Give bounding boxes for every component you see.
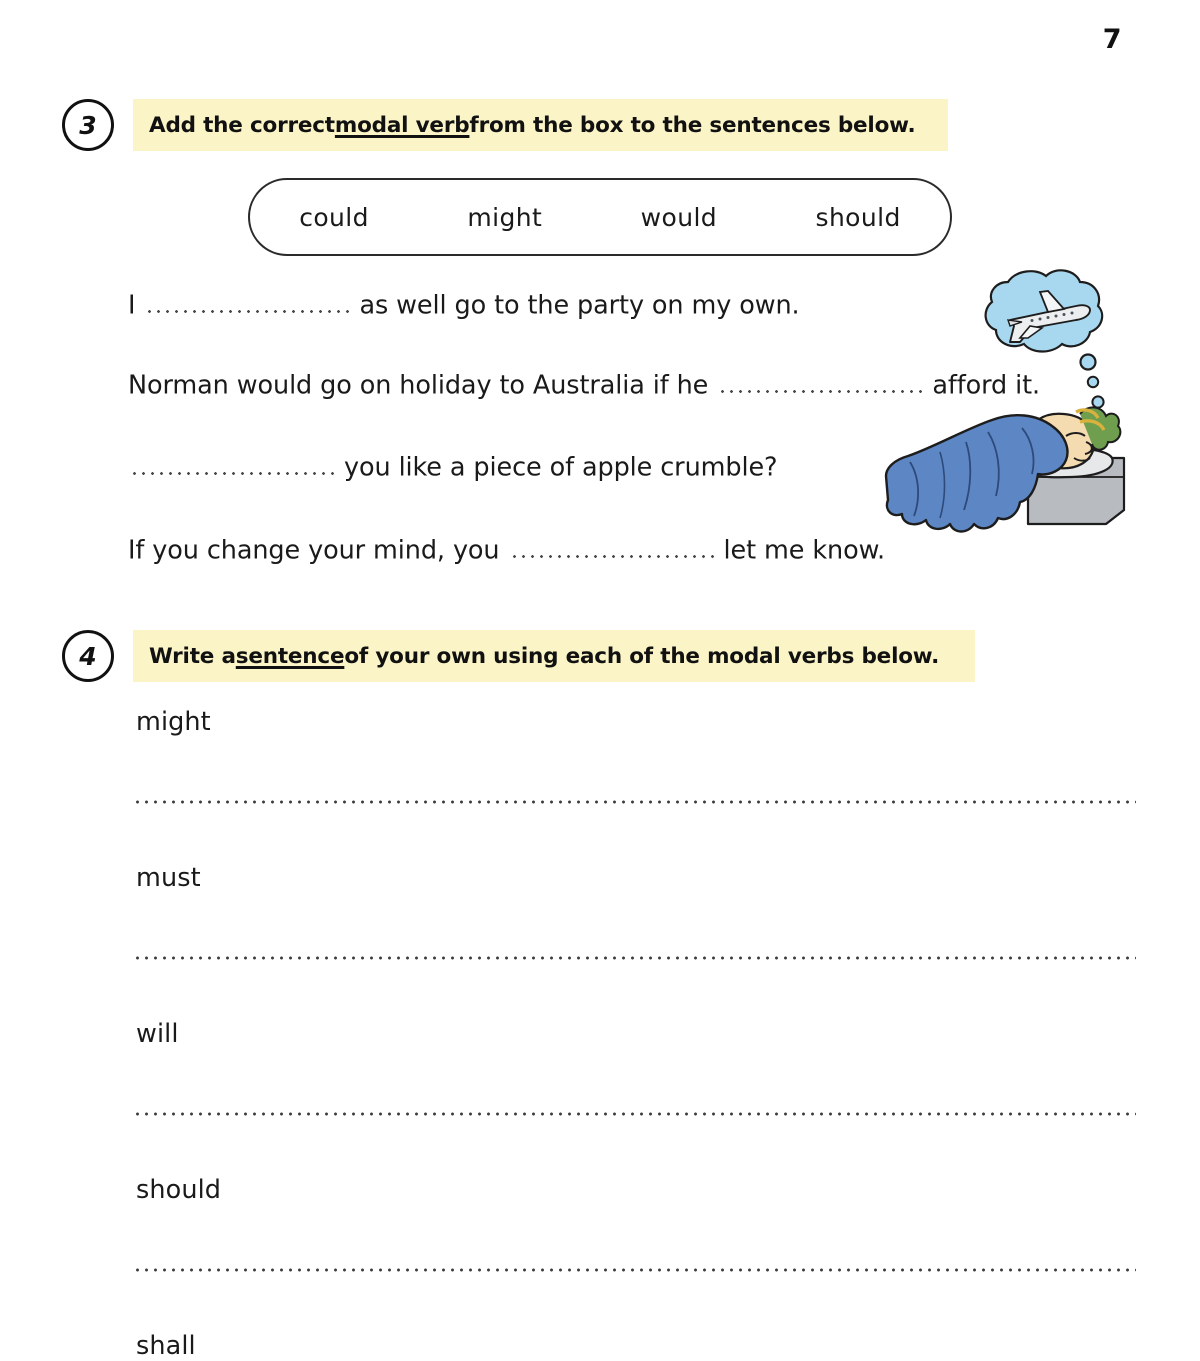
word-bank-option-might[interactable]: might <box>467 202 543 232</box>
question-4-prompt-text-after: of your own using each of the modal verbs below. <box>344 643 940 669</box>
sentence-2-text-after: afford it. <box>932 370 1041 401</box>
verb-label-shall: shall <box>136 1331 196 1361</box>
sentence-4-text-before: If you change your mind, you <box>128 535 500 566</box>
word-bank-option-would[interactable]: would <box>640 202 718 232</box>
question-4-prompt-text-before: Write a <box>149 643 236 669</box>
verb-label-must: must <box>136 863 201 893</box>
question-number-4: 4 <box>62 630 114 682</box>
answer-line-should[interactable] <box>133 1268 1136 1272</box>
sentence-1 <box>128 288 800 319</box>
question-3-prompt-underlined: modal verb <box>334 112 470 138</box>
sentence-1-blank[interactable] <box>143 288 351 314</box>
word-bank-option-could[interactable]: could <box>299 202 369 232</box>
question-4-prompt <box>133 630 975 682</box>
sentence-3-text-after: you like a piece of apple crumble? <box>344 452 778 483</box>
question-4-prompt-underlined: sentence <box>235 643 345 669</box>
sentence-2-text-before: Norman would go on holiday to Australia if he <box>128 370 709 401</box>
sentence-4 <box>128 533 885 564</box>
sentence-3-blank[interactable] <box>128 450 336 476</box>
question-3-prompt-text-after: from the box to the sentences below. <box>469 112 916 138</box>
verb-label-might: might <box>136 707 211 737</box>
page-number: 7 <box>1102 24 1122 55</box>
sentence-3 <box>128 450 777 481</box>
sentence-1-text-before: I <box>128 290 136 321</box>
answer-line-must[interactable] <box>133 956 1136 960</box>
word-bank <box>248 178 952 256</box>
question-3-prompt <box>133 99 948 151</box>
question-3-prompt-text-before: Add the correct <box>149 112 335 138</box>
verb-label-should: should <box>136 1175 222 1205</box>
answer-line-might[interactable] <box>133 800 1136 804</box>
word-bank-option-should[interactable]: should <box>815 202 901 232</box>
sentence-1-text-after: as well go to the party on my own. <box>359 290 800 321</box>
question-number-3: 3 <box>62 99 114 151</box>
answer-line-will[interactable] <box>133 1112 1136 1116</box>
verb-label-will: will <box>136 1019 179 1049</box>
sentence-4-blank[interactable] <box>508 533 716 559</box>
sentence-4-text-after: let me know. <box>723 535 885 566</box>
sleeping-person-dreaming-of-airplane-illustration <box>880 262 1130 537</box>
